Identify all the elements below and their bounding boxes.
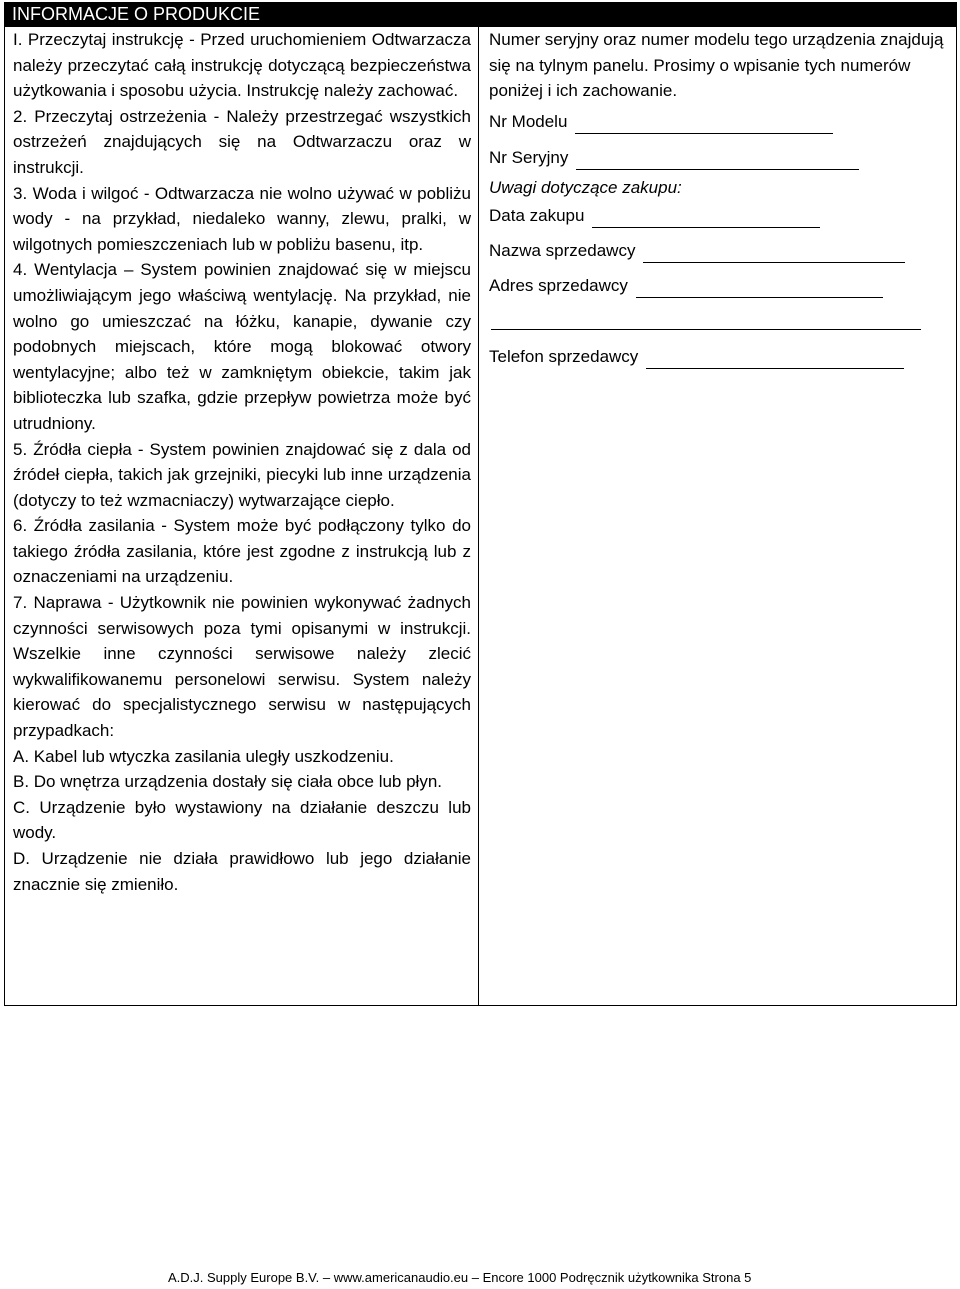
instruction-item-a: A. Kabel lub wtyczka zasilania uległy uszkodzeniu. bbox=[13, 746, 394, 766]
seller-name-input-line[interactable] bbox=[643, 244, 905, 263]
instruction-item-3: 3. Woda i wilgoć - Odtwarzacza nie wolno używać w pobliżu wody - na przykład, niedaleko wanny, zlewu, pralki, w wilgotnych pomieszczeniach lub w pobliżu basenu, itp. bbox=[13, 183, 471, 254]
purchase-note: Uwagi dotyczące zakupu: bbox=[489, 178, 682, 197]
instruction-item-6: 6. Źródła zasilania - System może być podłączony tylko do takiego źródła zasilania, które jest zgodne z instrukcją lub z oznaczeniami na urządzeniu. bbox=[13, 516, 471, 587]
seller-address-extra-line[interactable] bbox=[491, 329, 921, 330]
section-header: INFORMACJE O PRODUKCIE bbox=[4, 2, 957, 26]
serial-field bbox=[489, 146, 859, 170]
model-input-line[interactable] bbox=[575, 115, 833, 134]
model-field bbox=[489, 110, 833, 134]
instruction-item-2: 2. Przeczytaj ostrzeżenia - Należy przestrzegać wszystkich ostrzeżeń znajdujących się na Odtwarzaczu oraz w instrukcji. bbox=[13, 106, 471, 177]
serial-input-line[interactable] bbox=[576, 151, 859, 170]
seller-address-label: Adres sprzedawcy bbox=[489, 276, 628, 295]
seller-name-label: Nazwa sprzedawcy bbox=[489, 241, 636, 260]
registration-panel bbox=[489, 27, 949, 366]
seller-phone-label: Telefon sprzedawcy bbox=[489, 347, 639, 366]
instruction-item-d: D. Urządzenie nie działa prawidłowo lub jego działanie znacznie się zmieniło. bbox=[13, 849, 471, 894]
instruction-item-5: 5. Źródła ciepła - System powinien znajdować się z dala od źródeł ciepła, takich jak grzejniki, piecyki lub inne urządzenia (dotyczy to też wzmacniaczy) wytwarzające ciepło. bbox=[13, 439, 471, 510]
seller-address-field bbox=[489, 274, 883, 298]
seller-phone-field bbox=[489, 345, 904, 369]
safety-instructions bbox=[13, 27, 471, 897]
column-divider bbox=[478, 26, 479, 1006]
instruction-item-b: B. Do wnętrza urządzenia dostały się ciała obce lub płyn. bbox=[13, 772, 443, 792]
instruction-item-1: I. Przeczytaj instrukcję - Przed uruchomieniem Odtwarzacza należy przeczytać całą instrukcję dotyczącą bezpieczeństwa użytkowania i sposobu użycia. Instrukcję należy zachować. bbox=[13, 30, 471, 101]
purchase-date-input-line[interactable] bbox=[592, 209, 820, 228]
seller-name-field bbox=[489, 239, 905, 263]
instruction-item-4: 4. Wentylacja – System powinien znajdować się w miejscu umożliwiającym jego właściwą wentylację. Na przykład, nie wolno go umieszczać na łóżku, kanapie, dywanie czy podobnych miejscach, które mogą blokować otwory wentylacyjne; albo też w zamkniętym obiekcie, takim jak biblioteczka lub szafka, gdzie przepływ powietrza może być utrudniony. bbox=[13, 260, 471, 433]
instruction-item-7: 7. Naprawa - Użytkownik nie powinien wykonywać żadnych czynności serwisowych poza tymi opisanymi w instrukcji. Wszelkie inne czynności serwisowe należy zlecić wykwalifikowanemu personelowi serwisu. System należy kierować do specjalistycznego serwisu w następujących przypadkach: bbox=[13, 593, 471, 741]
purchase-date-label: Data zakupu bbox=[489, 206, 585, 225]
page-footer: A.D.J. Supply Europe B.V. – www.americanaudio.eu – Encore 1000 Podręcznik użytkownika Strona 5 bbox=[168, 1270, 752, 1285]
purchase-date-field bbox=[489, 204, 820, 228]
seller-phone-input-line[interactable] bbox=[646, 350, 904, 369]
registration-intro: Numer seryjny oraz numer modelu tego urządzenia znajdują się na tylnym panelu. Prosimy o wpisanie tych numerów poniżej i ich zachowanie. bbox=[489, 30, 944, 101]
model-label: Nr Modelu bbox=[489, 112, 568, 131]
instruction-item-c: C. Urządzenie było wystawiony na działanie deszczu lub wody. bbox=[13, 797, 471, 843]
seller-address-input-line[interactable] bbox=[636, 279, 883, 298]
serial-label: Nr Seryjny bbox=[489, 148, 569, 167]
